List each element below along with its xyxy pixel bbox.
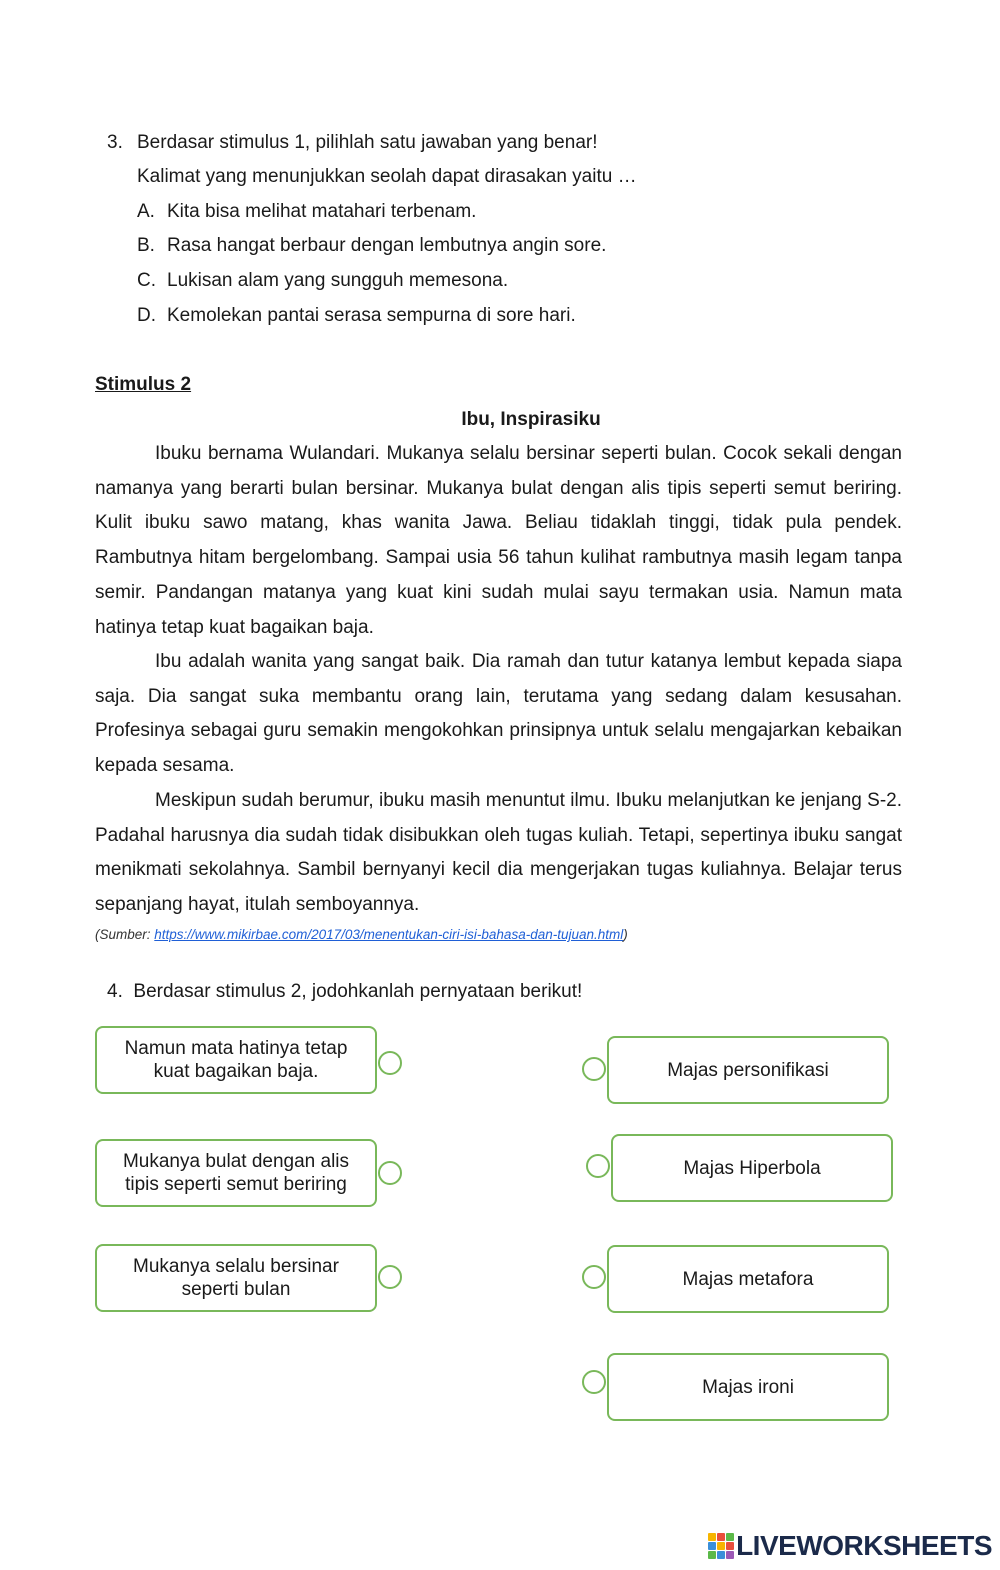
source-citation bbox=[95, 927, 628, 942]
match-right-1-label: Majas personifikasi bbox=[667, 1059, 829, 1081]
match-left-1-line-1: Namun mata hatinya tetap bbox=[124, 1038, 348, 1059]
question-4-prompt: Berdasar stimulus 2, jodohkanlah pernyataan berikut! bbox=[133, 981, 583, 1002]
option-a[interactable] bbox=[137, 201, 476, 223]
match-right-3 bbox=[607, 1245, 889, 1313]
story-paragraph-3: Meskipun sudah berumur, ibuku masih menuntut ilmu. Ibuku melanjutkan ke jenjang S-2. Padahal harusnya dia sudah tidak disibukkan oleh tugas kuliah. Tetapi, sepertinya ibuku sangat menikmati sekolahnya. Sambil bernyanyi kecil dia mengerjakan tugas kuliahnya. Belajar terus sepanjang hayat, itulah semboyannya. bbox=[95, 790, 902, 916]
option-text: Rasa hangat berbaur dengan lembutnya angin sore. bbox=[167, 235, 607, 256]
match-left-2-line-1: Mukanya bulat dengan alis bbox=[122, 1151, 350, 1172]
match-left-3 bbox=[95, 1244, 377, 1312]
match-right-2-connector[interactable] bbox=[586, 1154, 610, 1178]
match-right-2-label: Majas Hiperbola bbox=[683, 1157, 821, 1179]
option-b[interactable] bbox=[137, 235, 606, 257]
match-left-2-connector[interactable] bbox=[378, 1161, 402, 1185]
match-right-4-connector[interactable] bbox=[582, 1370, 606, 1394]
match-left-1-connector[interactable] bbox=[378, 1051, 402, 1075]
option-letter: D. bbox=[137, 305, 156, 326]
match-right-1-connector[interactable] bbox=[582, 1057, 606, 1081]
source-prefix: (Sumber: bbox=[95, 927, 155, 942]
question-3-text: Kalimat yang menunjukkan seolah dapat dirasakan yaitu … bbox=[137, 166, 637, 187]
option-text: Kemolekan pantai serasa sempurna di sore hari. bbox=[167, 305, 576, 326]
question-3-number: 3. bbox=[107, 132, 123, 153]
liveworksheets-logo bbox=[708, 1530, 992, 1562]
question-3-prompt: Berdasar stimulus 1, pilihlah satu jawaban yang benar! bbox=[137, 132, 598, 153]
logo-text: LIVEWORKSHEETS bbox=[736, 1530, 992, 1561]
match-right-1 bbox=[607, 1036, 889, 1104]
match-right-3-connector[interactable] bbox=[582, 1265, 606, 1289]
match-left-3-connector[interactable] bbox=[378, 1265, 402, 1289]
match-left-3-line-1: Mukanya selalu bersinar bbox=[133, 1256, 339, 1277]
match-left-1 bbox=[95, 1026, 377, 1094]
match-right-4-label: Majas ironi bbox=[702, 1376, 794, 1398]
match-left-1-line-2: kuat bagaikan baja. bbox=[153, 1061, 319, 1082]
match-right-4 bbox=[607, 1353, 889, 1421]
option-letter: C. bbox=[137, 270, 156, 291]
story-paragraph-2: Ibu adalah wanita yang sangat baik. Dia ramah dan tutur katanya lembut kepada siapa saja. Dia sangat suka membantu orang lain, terutama yang sedang dalam kesusahan. Profesinya sebagai guru semakin mengokohkan prinsipnya untuk selalu mengajarkan kebaikan kepada sesama. bbox=[95, 651, 902, 777]
source-suffix: ) bbox=[623, 927, 628, 942]
match-left-2-line-2: tipis seperti semut beriring bbox=[125, 1174, 347, 1195]
source-link[interactable]: https://www.mikirbae.com/2017/03/menentukan-ciri-isi-bahasa-dan-tujuan.html bbox=[154, 927, 624, 942]
question-4-number: 4. bbox=[107, 981, 123, 1002]
match-left-3-line-2: seperti bulan bbox=[181, 1279, 291, 1300]
option-c[interactable] bbox=[137, 270, 508, 292]
option-letter: B. bbox=[137, 235, 155, 256]
match-left-2 bbox=[95, 1139, 377, 1207]
option-text: Kita bisa melihat matahari terbenam. bbox=[167, 201, 477, 222]
option-d[interactable] bbox=[137, 305, 576, 327]
match-right-2 bbox=[611, 1134, 893, 1202]
option-letter: A. bbox=[137, 201, 155, 222]
stimulus-heading: Stimulus 2 bbox=[95, 374, 192, 395]
question-4 bbox=[107, 981, 582, 1003]
option-text: Lukisan alam yang sungguh memesona. bbox=[167, 270, 509, 291]
story-title: Ibu, Inspirasiku bbox=[461, 409, 601, 430]
logo-grid-icon bbox=[708, 1533, 734, 1559]
match-right-3-label: Majas metafora bbox=[682, 1268, 814, 1290]
story-paragraph-1: Ibuku bernama Wulandari. Mukanya selalu bersinar seperti bulan. Cocok sekali dengan namanya yang berarti bulan bersinar. Mukanya bulat dengan alis tipis seperti semut beriring. Kulit ibuku sawo matang, khas wanita Jawa. Beliau tidaklah tinggi, tidak pula pendek. Rambutnya hitam bergelombang. Sampai usia 56 tahun kulihat rambutnya masih legam tanpa semir. Pandangan matanya yang kuat kini sudah mulai sayu termakan usia. Namun mata hatinya tetap kuat bagaikan baja. bbox=[95, 443, 902, 638]
